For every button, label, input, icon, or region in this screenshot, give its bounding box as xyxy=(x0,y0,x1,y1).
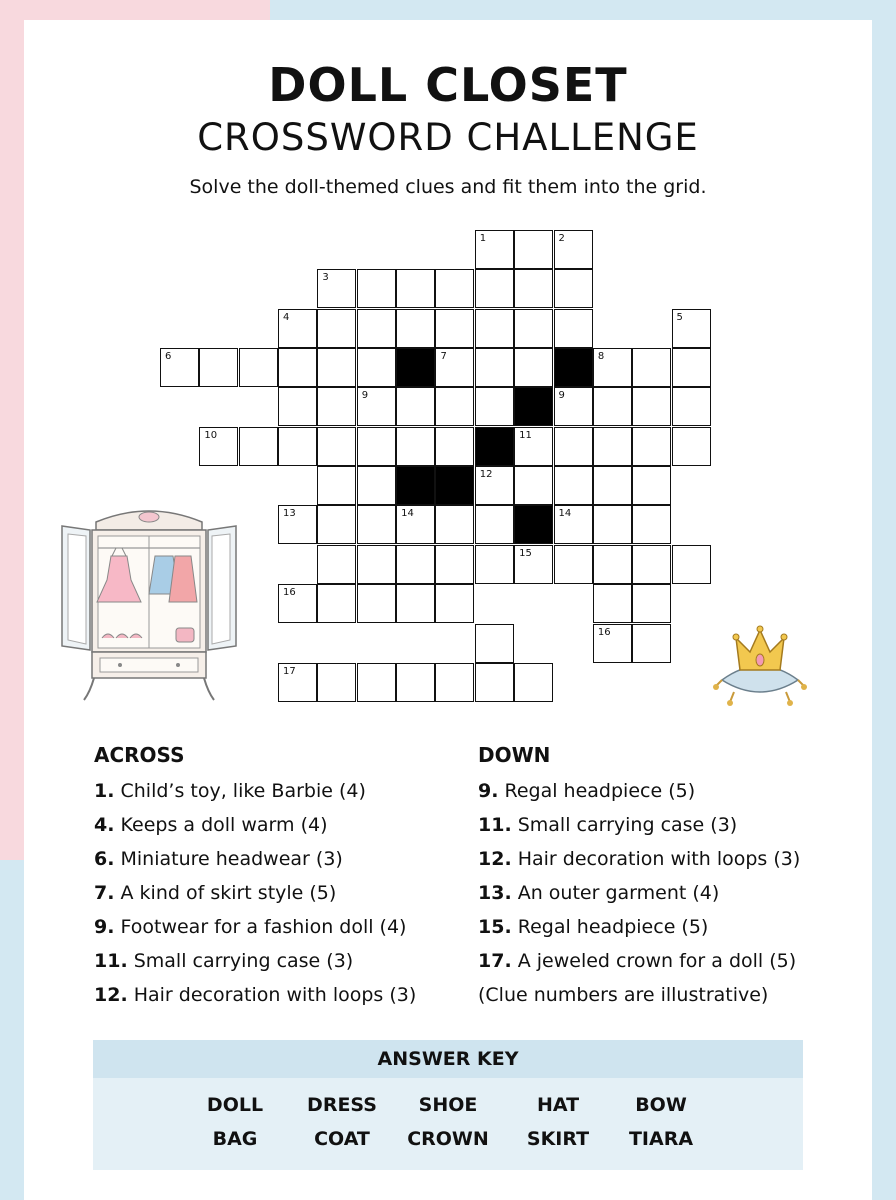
grid-cell[interactable] xyxy=(317,663,356,702)
grid-cell[interactable] xyxy=(672,545,711,584)
grid-cell[interactable] xyxy=(593,427,632,466)
clue-number-label: 11 xyxy=(519,429,532,441)
page-subtitle: CROSSWORD CHALLENGE xyxy=(197,116,699,159)
grid-cell[interactable] xyxy=(554,230,593,269)
grid-cell[interactable] xyxy=(317,466,356,505)
grid-cell[interactable] xyxy=(672,309,711,348)
grid-cell[interactable] xyxy=(475,230,514,269)
grid-cell[interactable] xyxy=(554,505,593,544)
grid-cell[interactable] xyxy=(435,663,474,702)
across-clue: 12. Hair decoration with loops (3) xyxy=(94,984,417,1006)
grid-cell[interactable] xyxy=(632,427,671,466)
grid-cell-blocked xyxy=(396,466,435,505)
grid-cell[interactable] xyxy=(317,387,356,426)
grid-cell[interactable] xyxy=(554,545,593,584)
grid-cell[interactable] xyxy=(593,348,632,387)
grid-cell-blocked xyxy=(396,348,435,387)
grid-cell[interactable] xyxy=(317,427,356,466)
down-clue-note: (Clue numbers are illustrative) xyxy=(478,984,769,1006)
grid-cell[interactable] xyxy=(514,269,553,308)
grid-cell[interactable] xyxy=(396,387,435,426)
grid-cell[interactable] xyxy=(278,348,317,387)
grid-cell[interactable] xyxy=(554,309,593,348)
answer-key-word: COAT xyxy=(314,1128,370,1150)
grid-cell[interactable] xyxy=(435,348,474,387)
down-clue: 11. Small carrying case (3) xyxy=(478,814,738,836)
page-title: DOLL CLOSET xyxy=(268,58,628,112)
across-clue: 7. A kind of skirt style (5) xyxy=(94,882,337,904)
grid-cell[interactable] xyxy=(160,348,199,387)
grid-cell[interactable] xyxy=(554,387,593,426)
down-clue-list xyxy=(478,774,800,1012)
grid-cell[interactable] xyxy=(632,624,671,663)
grid-cell[interactable] xyxy=(554,427,593,466)
grid-cell[interactable] xyxy=(514,466,553,505)
grid-cell[interactable] xyxy=(593,624,632,663)
grid-cell[interactable] xyxy=(672,348,711,387)
grid-cell[interactable] xyxy=(239,427,278,466)
grid-cell[interactable] xyxy=(278,584,317,623)
grid-cell[interactable] xyxy=(514,230,553,269)
answer-key-word: SHOE xyxy=(418,1094,478,1116)
grid-cell[interactable] xyxy=(514,427,553,466)
clue-number-label: 17 xyxy=(283,665,296,677)
grid-cell[interactable] xyxy=(514,663,553,702)
grid-cell-blocked xyxy=(554,348,593,387)
grid-cell[interactable] xyxy=(396,663,435,702)
grid-cell[interactable] xyxy=(475,624,514,663)
grid-cell[interactable] xyxy=(396,584,435,623)
grid-cell[interactable] xyxy=(475,387,514,426)
grid-cell[interactable] xyxy=(632,505,671,544)
grid-cell[interactable] xyxy=(593,505,632,544)
grid-cell[interactable] xyxy=(435,427,474,466)
clue-number-label: 9 xyxy=(361,390,369,402)
crown-on-pillow-illustration xyxy=(712,616,808,712)
grid-cell[interactable] xyxy=(239,348,278,387)
instructions: Solve the doll-themed clues and fit them into the grid. xyxy=(189,176,707,198)
grid-cell[interactable] xyxy=(554,269,593,308)
grid-cell[interactable] xyxy=(435,269,474,308)
grid-cell[interactable] xyxy=(632,466,671,505)
grid-cell[interactable] xyxy=(357,269,396,308)
answer-key-heading: ANSWER KEY xyxy=(93,1040,803,1078)
grid-cell[interactable] xyxy=(475,663,514,702)
grid-cell[interactable] xyxy=(593,584,632,623)
clue-number-label: 7 xyxy=(440,351,447,363)
grid-cell[interactable] xyxy=(475,466,514,505)
grid-cell[interactable] xyxy=(317,545,356,584)
grid-cell[interactable] xyxy=(475,309,514,348)
clue-number-label: 16 xyxy=(283,587,296,599)
grid-cell[interactable] xyxy=(357,387,396,426)
grid-cell[interactable] xyxy=(435,584,474,623)
grid-cell[interactable] xyxy=(514,545,553,584)
grid-cell[interactable] xyxy=(278,505,317,544)
grid-cell-blocked xyxy=(514,387,553,426)
grid-cell[interactable] xyxy=(514,348,553,387)
grid-cell[interactable] xyxy=(278,663,317,702)
down-clue: 12. Hair decoration with loops (3) xyxy=(478,848,801,870)
down-clue: 9. Regal headpiece (5) xyxy=(478,780,696,802)
answer-key-word: BAG xyxy=(212,1128,258,1150)
grid-cell[interactable] xyxy=(357,545,396,584)
grid-cell[interactable] xyxy=(396,269,435,308)
grid-cell[interactable] xyxy=(317,309,356,348)
grid-cell-blocked xyxy=(514,505,553,544)
grid-cell[interactable] xyxy=(396,309,435,348)
across-clue: 1. Child’s toy, like Barbie (4) xyxy=(94,780,366,802)
down-clue: 17. A jeweled crown for a doll (5) xyxy=(478,950,797,972)
across-clue: 6. Miniature headwear (3) xyxy=(94,848,343,870)
clue-number-label: 2 xyxy=(558,233,565,244)
grid-cell[interactable] xyxy=(199,427,238,466)
clue-number-label: 9 xyxy=(558,390,565,402)
across-heading: ACROSS xyxy=(94,743,185,767)
answer-key-word: DOLL xyxy=(206,1094,264,1116)
grid-cell[interactable] xyxy=(435,545,474,584)
grid-cell[interactable] xyxy=(435,387,474,426)
grid-cell[interactable] xyxy=(554,466,593,505)
grid-cell[interactable] xyxy=(632,584,671,623)
grid-cell[interactable] xyxy=(475,505,514,544)
grid-cell[interactable] xyxy=(632,387,671,426)
grid-cell[interactable] xyxy=(317,269,356,308)
clue-number-label: 8 xyxy=(597,351,605,363)
grid-cell[interactable] xyxy=(475,545,514,584)
grid-cell[interactable] xyxy=(396,427,435,466)
grid-cell-blocked xyxy=(435,466,474,505)
answer-key-word: BOW xyxy=(635,1094,687,1116)
clue-number-label: 13 xyxy=(283,508,296,520)
clue-number-label: 12 xyxy=(479,469,493,481)
across-clue: 9. Footwear for a fashion doll (4) xyxy=(94,916,407,938)
clue-number-label: 1 xyxy=(479,233,487,244)
grid-cell[interactable] xyxy=(317,505,356,544)
clue-number-label: 4 xyxy=(283,311,290,323)
clue-number-label: 3 xyxy=(322,272,329,284)
grid-cell[interactable] xyxy=(199,348,238,387)
clue-number-label: 16 xyxy=(597,626,611,638)
grid-cell-blocked xyxy=(475,427,514,466)
grid-cell[interactable] xyxy=(514,309,553,348)
grid-cell[interactable] xyxy=(475,269,514,308)
grid-cell[interactable] xyxy=(317,584,356,623)
answer-key-word: SKIRT xyxy=(526,1128,590,1150)
grid-cell[interactable] xyxy=(435,309,474,348)
grid-cell[interactable] xyxy=(357,466,396,505)
clue-number-label: 15 xyxy=(519,547,532,559)
grid-cell[interactable] xyxy=(278,427,317,466)
across-clue: 4. Keeps a doll warm (4) xyxy=(94,814,328,836)
clue-number-label: 14 xyxy=(558,508,572,520)
grid-cell[interactable] xyxy=(435,505,474,544)
down-clue: 15. Regal headpiece (5) xyxy=(478,916,709,938)
clue-number-label: 10 xyxy=(204,429,218,441)
grid-cell[interactable] xyxy=(357,505,396,544)
grid-cell[interactable] xyxy=(632,545,671,584)
answer-key-word: TIARA xyxy=(628,1128,694,1150)
grid-cell[interactable] xyxy=(632,348,671,387)
grid-cell[interactable] xyxy=(593,387,632,426)
grid-cell[interactable] xyxy=(672,387,711,426)
answer-key-panel xyxy=(93,1040,803,1170)
grid-cell[interactable] xyxy=(357,348,396,387)
clue-number-label: 14 xyxy=(401,508,414,520)
grid-cell[interactable] xyxy=(278,387,317,426)
down-heading: DOWN xyxy=(478,743,551,767)
answer-key-word: CROWN xyxy=(407,1128,489,1150)
grid-cell[interactable] xyxy=(396,545,435,584)
grid-cell[interactable] xyxy=(672,427,711,466)
grid-cell[interactable] xyxy=(475,348,514,387)
across-clue: 11. Small carrying case (3) xyxy=(94,950,354,972)
grid-cell[interactable] xyxy=(357,309,396,348)
grid-cell[interactable] xyxy=(278,309,317,348)
answer-key-word: HAT xyxy=(536,1094,580,1116)
grid-cell[interactable] xyxy=(396,505,435,544)
grid-cell[interactable] xyxy=(593,545,632,584)
grid-cell[interactable] xyxy=(357,584,396,623)
across-clue-list xyxy=(94,774,416,1012)
down-clue: 13. An outer garment (4) xyxy=(478,882,720,904)
clue-number-label: 6 xyxy=(165,351,172,363)
grid-cell[interactable] xyxy=(593,466,632,505)
grid-cell[interactable] xyxy=(317,348,356,387)
wardrobe-illustration xyxy=(58,500,240,710)
grid-cell[interactable] xyxy=(357,663,396,702)
clue-number-label: 5 xyxy=(676,311,683,323)
grid-cell[interactable] xyxy=(357,427,396,466)
answer-key-word: DRESS xyxy=(307,1094,377,1116)
